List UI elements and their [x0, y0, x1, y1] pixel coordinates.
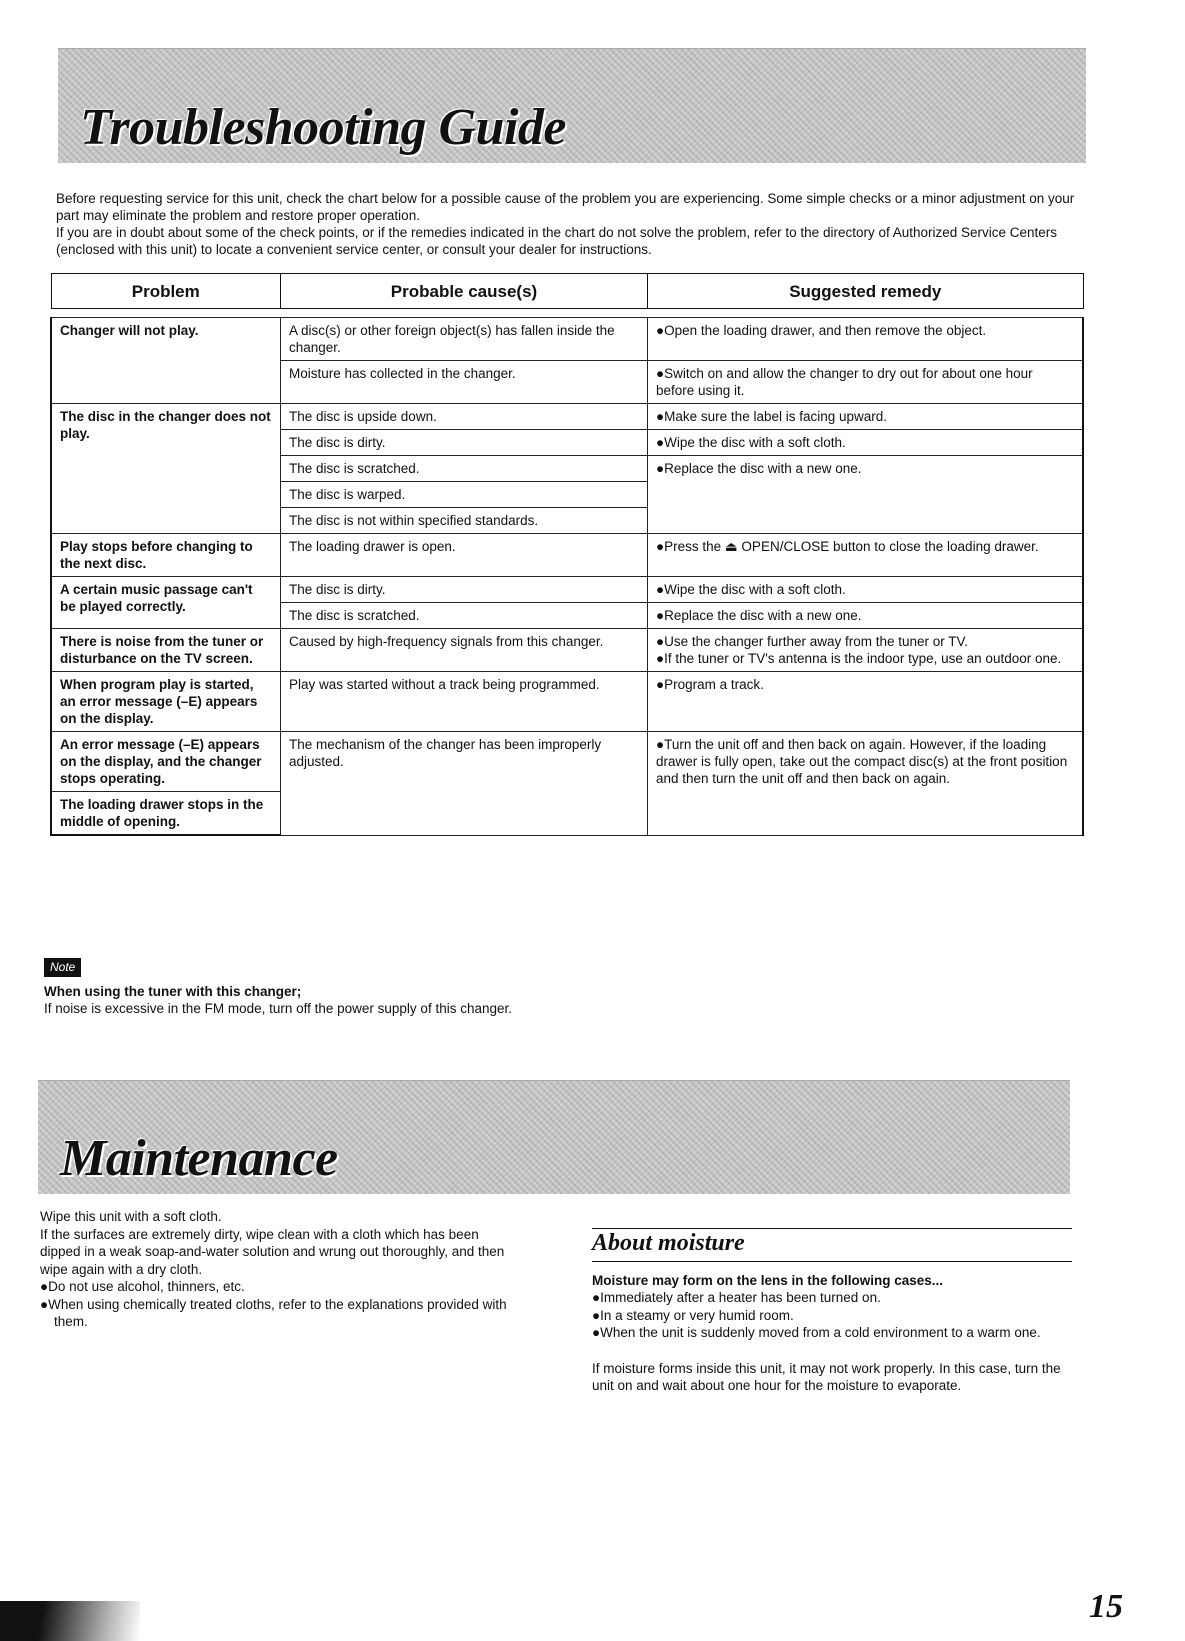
section-rule — [592, 1228, 1072, 1229]
table-row — [51, 318, 1083, 361]
moisture-text: If moisture forms inside this unit, it may not work properly. In this case, turn the unit on and wait about one hour for the moisture to evaporate. — [592, 1360, 1061, 1393]
moisture-bullet: ●In a steamy or very humid room. — [592, 1307, 794, 1323]
moisture-heading: Moisture may form on the lens in the following cases... — [592, 1272, 944, 1288]
header-cause: Probable cause(s) — [281, 274, 648, 309]
header-problem: Problem — [51, 274, 281, 309]
problem-cell: There is noise from the tuner or disturbance on the TV screen. — [51, 629, 281, 672]
note-heading: When using the tuner with this changer; — [44, 984, 302, 999]
moisture-section — [592, 1228, 1072, 1395]
remedy-cell: ●Make sure the label is facing upward. — [648, 404, 1084, 430]
maintenance-title: Maintenance — [60, 1130, 338, 1187]
cause-cell: The loading drawer is open. — [281, 534, 648, 577]
cause-cell: The disc is scratched. — [281, 456, 648, 482]
remedy-cell: ●Replace the disc with a new one. — [648, 456, 1084, 534]
remedy-line: ●If the tuner or TV's antenna is the indoor type, use an outdoor one. — [656, 651, 1062, 666]
intro-paragraph: If you are in doubt about some of the check points, or if the remedies indicated in the chart do not solve the problem, refer to the directory of Authorized Service Centers (enclosed with this unit) to locate a convenient service center, or consult your dealer for instructions. — [56, 225, 1058, 257]
cause-cell: The disc is not within specified standards. — [281, 508, 648, 534]
maintenance-paragraph: If the surfaces are extremely dirty, wipe clean with a cloth which has been dipped in a weak soap-and-water solution and wrung out thoroughly, and then wipe again with a dry cloth. — [40, 1226, 505, 1277]
table-row — [51, 629, 1083, 672]
remedy-cell: ●Wipe the disc with a soft cloth. — [648, 577, 1084, 603]
note-badge: Note — [44, 958, 81, 977]
note-block — [44, 958, 564, 1017]
remedy-cell: ●Wipe the disc with a soft cloth. — [648, 430, 1084, 456]
troubleshooting-table — [50, 273, 1084, 836]
intro-paragraph: Before requesting service for this unit, check the chart below for a possible cause of the problem you are experiencing. Some simple checks or a minor adjustment on your part may eliminate the problem and restore proper operation. — [56, 191, 1075, 223]
moisture-bullet: ●Immediately after a heater has been turned on. — [592, 1290, 881, 1305]
page-title: Troubleshooting Guide — [80, 99, 566, 156]
cause-cell: The disc is scratched. — [281, 603, 648, 629]
section-rule — [592, 1261, 1072, 1262]
remedy-line: ●Use the changer further away from the tuner or TV. — [656, 634, 969, 649]
troubleshooting-banner — [58, 48, 1086, 163]
problem-cell: Play stops before changing to the next disc. — [51, 534, 281, 577]
table-header-row — [51, 274, 1083, 309]
cause-cell: A disc(s) or other foreign object(s) has fallen inside the changer. — [281, 318, 648, 361]
cause-cell: The disc is dirty. — [281, 577, 648, 603]
maintenance-paragraph: Wipe this unit with a soft cloth. — [40, 1209, 222, 1224]
problem-cell: The disc in the changer does not play. — [51, 404, 281, 534]
page-number: 15 — [1089, 1588, 1123, 1625]
moisture-bullet: ●When the unit is suddenly moved from a cold environment to a warm one. — [592, 1325, 1041, 1340]
intro-text — [56, 190, 1086, 258]
problem-cell: The loading drawer stops in the middle of opening. — [51, 792, 281, 836]
header-remedy: Suggested remedy — [648, 274, 1084, 309]
cause-cell: Play was started without a track being programmed. — [281, 672, 648, 732]
table-row — [51, 404, 1083, 430]
problem-cell: An error message (–E) appears on the display, and the changer stops operating. — [51, 732, 281, 792]
table-row — [51, 732, 1083, 792]
cause-cell: The mechanism of the changer has been improperly adjusted. — [281, 732, 648, 836]
maintenance-bullet: ●When using chemically treated cloths, refer to the explanations provided with them. — [40, 1296, 507, 1329]
problem-cell: When program play is started, an error message (–E) appears on the display. — [51, 672, 281, 732]
cause-cell: The disc is dirty. — [281, 430, 648, 456]
remedy-cell: ●Program a track. — [648, 672, 1084, 732]
cause-cell: The disc is upside down. — [281, 404, 648, 430]
note-text: If noise is excessive in the FM mode, turn off the power supply of this changer. — [44, 1001, 512, 1016]
remedy-cell: ●Open the loading drawer, and then remove the object. — [648, 318, 1084, 361]
problem-cell: Changer will not play. — [51, 318, 281, 404]
remedy-cell: ●Switch on and allow the changer to dry out for about one hour before using it. — [648, 361, 1084, 404]
remedy-cell — [648, 629, 1084, 672]
remedy-cell: ●Turn the unit off and then back on again. However, if the loading drawer is fully open, take out the compact disc(s) at the front position and then turn the unit off and then back on again. — [648, 732, 1084, 836]
table-row — [51, 534, 1083, 577]
table-row — [51, 577, 1083, 603]
moisture-title: About moisture — [592, 1230, 745, 1256]
corner-mark — [0, 1601, 140, 1641]
cause-cell: The disc is warped. — [281, 482, 648, 508]
cause-cell: Moisture has collected in the changer. — [281, 361, 648, 404]
remedy-cell: ●Press the ⏏ OPEN/CLOSE button to close the loading drawer. — [648, 534, 1084, 577]
problem-cell: A certain music passage can't be played correctly. — [51, 577, 281, 629]
remedy-cell: ●Replace the disc with a new one. — [648, 603, 1084, 629]
maintenance-bullet: ●Do not use alcohol, thinners, etc. — [40, 1279, 245, 1294]
maintenance-banner — [38, 1080, 1070, 1194]
cause-cell: Caused by high-frequency signals from this changer. — [281, 629, 648, 672]
maintenance-text — [40, 1208, 520, 1331]
table-row — [51, 672, 1083, 732]
